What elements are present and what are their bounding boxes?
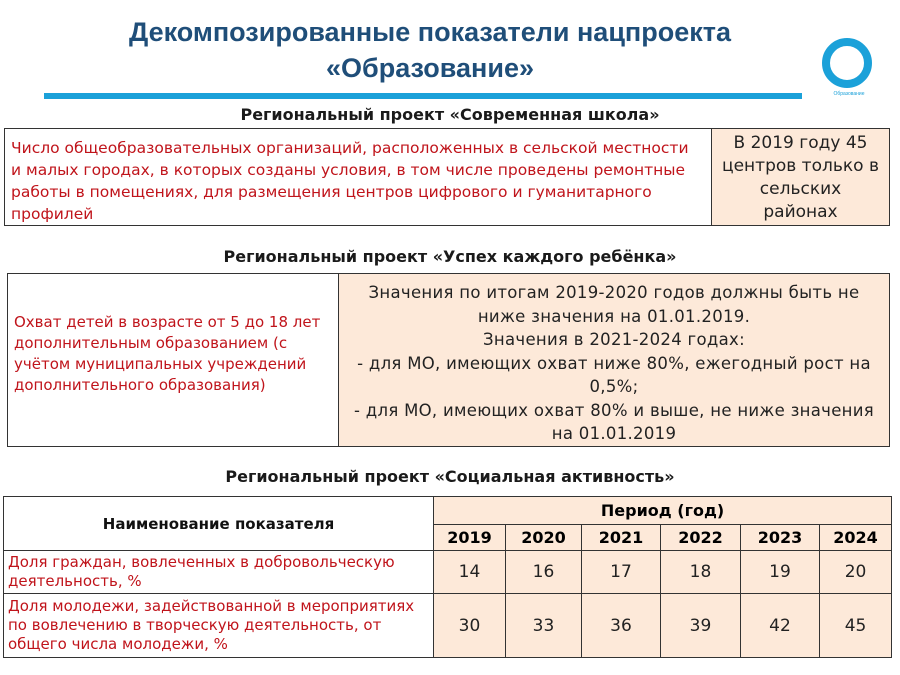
- logo-text: Образование: [833, 91, 865, 97]
- year-header: 2020: [506, 525, 582, 551]
- table-row: [4, 594, 892, 658]
- year-header: 2021: [582, 525, 661, 551]
- column-header-period: Период (год): [434, 497, 892, 525]
- year-header: 2019: [434, 525, 506, 551]
- section2-value: [338, 274, 889, 446]
- row-value: 16: [506, 551, 582, 594]
- logo-ring-icon: [822, 38, 872, 88]
- row-value: 19: [741, 551, 820, 594]
- section2-value-line: Значения по итогам 2019-2020 годов должны быть не ниже значения на 01.01.2019.: [368, 283, 860, 326]
- section2-value-line: - для МО, имеющих охват ниже 80%, ежегодный рост на 0,5%;: [357, 353, 871, 396]
- row-value: 36: [582, 594, 661, 658]
- row-value: 20: [820, 551, 892, 594]
- section1-value: В 2019 году 45 центров только в сельских районах: [711, 129, 889, 225]
- section1-heading: Региональный проект «Современная школа»: [240, 105, 660, 124]
- row-value: 45: [820, 594, 892, 658]
- section2-value-line: Значения в 2021-2024 годах:: [483, 330, 745, 349]
- section1-indicator: Число общеобразовательных организаций, расположенных в сельской местности и малых городах, в которых созданы условия, в том числе проведены ремонтные работы в помещениях, для размещения центров цифрового и гуманитарного профилей: [11, 139, 689, 223]
- row-value: 39: [661, 594, 741, 658]
- row-value: 42: [741, 594, 820, 658]
- section3-heading: Региональный проект «Социальная активность»: [225, 467, 675, 486]
- section2-table: [7, 273, 890, 447]
- row-value: 18: [661, 551, 741, 594]
- row-value: 30: [434, 594, 506, 658]
- section2-heading: Региональный проект «Успех каждого ребёнка»: [223, 247, 677, 266]
- table-row: [4, 551, 892, 594]
- year-header: 2024: [820, 525, 892, 551]
- title-line-1: Декомпозированные показатели нацпроекта: [129, 17, 731, 47]
- row-value: 17: [582, 551, 661, 594]
- column-header-name: Наименование показателя: [4, 497, 434, 551]
- row-value: 14: [434, 551, 506, 594]
- page-title: [60, 14, 800, 86]
- section1-table: [4, 128, 890, 226]
- section3-table: [3, 496, 892, 658]
- title-line-2: «Образование»: [326, 53, 534, 83]
- row-name: Доля граждан, вовлеченных в добровольческую деятельность, %: [4, 551, 434, 594]
- title-underline-bar: [44, 93, 802, 99]
- row-name: Доля молодежи, задействованной в мероприятиях по вовлечению в творческую деятельность, от общего числа молодежи, %: [4, 594, 434, 658]
- year-header: 2022: [661, 525, 741, 551]
- row-value: 33: [506, 594, 582, 658]
- obrazovanie-logo: [818, 36, 880, 100]
- section2-value-line: - для МО, имеющих охват 80% и выше, не ниже значения на 01.01.2019: [353, 400, 875, 443]
- year-header: 2023: [741, 525, 820, 551]
- section2-indicator: Охват детей в возрасте от 5 до 18 лет дополнительным образованием (с учётом муниципальных учреждений дополнительного образования): [14, 313, 321, 394]
